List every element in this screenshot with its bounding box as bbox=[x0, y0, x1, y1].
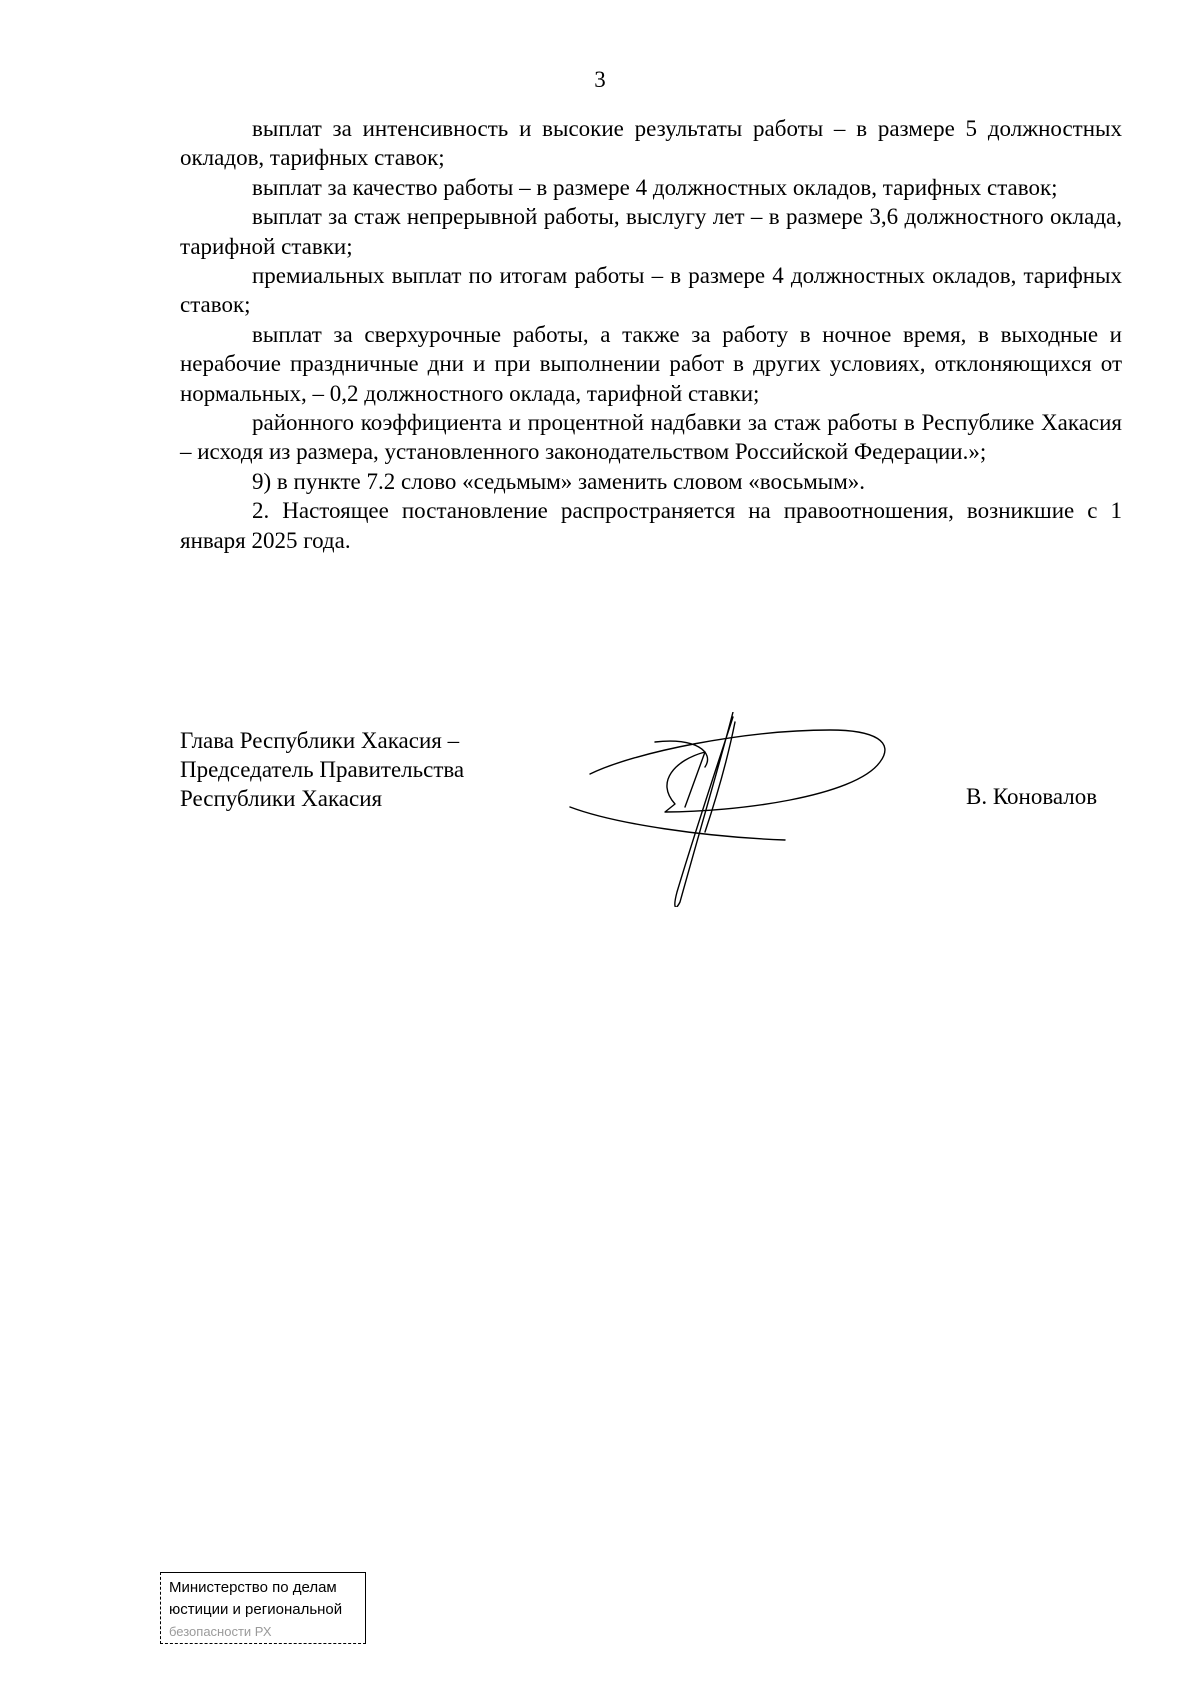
paragraph: 9) в пункте 7.2 слово «седьмым» заменить словом «восьмым». bbox=[252, 468, 866, 494]
signatory-title bbox=[180, 726, 464, 813]
stamp-line: юстиции и региональной bbox=[169, 1601, 343, 1618]
page-number: 3 bbox=[594, 67, 606, 92]
stamp-line: безопасности РХ bbox=[169, 1624, 272, 1639]
paragraph: премиальных выплат по итогам работы – в размере 4 должностных окладов, тарифных ставок; bbox=[180, 263, 1122, 318]
signatory-title-line: Глава Республики Хакасия – bbox=[180, 728, 460, 753]
signatory-title-line: Республики Хакасия bbox=[180, 786, 383, 811]
registration-stamp bbox=[160, 1572, 366, 1644]
document-body bbox=[180, 114, 1122, 555]
paragraph: выплат за качество работы – в размере 4 должностных окладов, тарифных ставок; bbox=[252, 174, 1058, 200]
signatory-title-line: Председатель Правительства bbox=[180, 757, 465, 782]
paragraph: выплат за сверхурочные работы, а также за работу в ночное время, в выходные и нерабочие праздничные дни и при выполнении работ в других условиях, отклоняющихся от нормальных, – 0,2 должностного оклада, тарифной ставки; bbox=[180, 321, 1122, 406]
stamp-line: Министерство по делам bbox=[169, 1579, 337, 1596]
paragraph: 2. Настоящее постановление распространяется на правоотношения, возникшие с 1 января 2025 года. bbox=[180, 498, 1122, 553]
paragraph: выплат за стаж непрерывной работы, выслугу лет – в размере 3,6 должностного оклада, тарифной ставки; bbox=[180, 204, 1122, 259]
paragraph: выплат за интенсивность и высокие результаты работы – в размере 5 должностных окладов, тарифных ставок; bbox=[180, 116, 1122, 171]
handwritten-signature bbox=[555, 712, 925, 907]
signatory-name: В. Коновалов bbox=[966, 784, 1098, 809]
paragraph: районного коэффициента и процентной надбавки за стаж работы в Республике Хакасия – исходя из размера, установленного законодательством Российской Федерации.»; bbox=[180, 410, 1122, 465]
